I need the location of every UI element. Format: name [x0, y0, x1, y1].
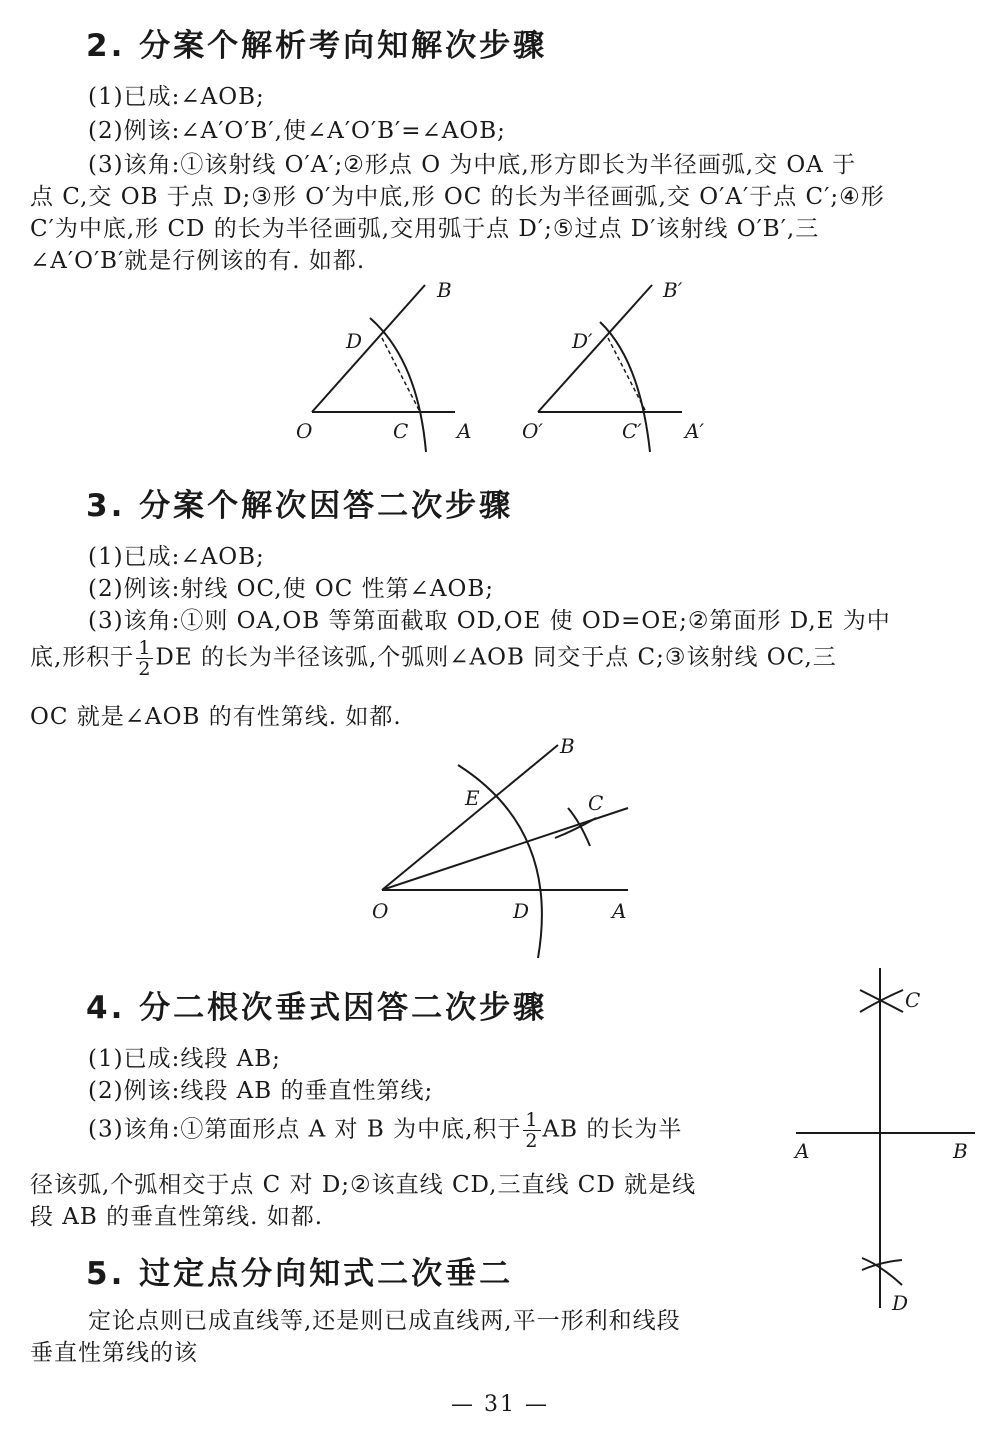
- page-number: — 31 —: [451, 1392, 549, 1417]
- sec3-line-4-start: 底,形积于: [30, 644, 135, 671]
- sec3-line-3: (3)该角:①则 OA,OB 等第面截取 OD,OE 使 OD=OE;②第面形 D,E 为中: [88, 608, 891, 634]
- label-b4: B: [953, 1139, 968, 1163]
- section-3-title: 3. 分案个解次因答二次步骤: [86, 488, 514, 524]
- label-a-prime: A′: [685, 419, 704, 443]
- sec3-line-4: [30, 638, 837, 679]
- label-o-prime: O′: [522, 419, 543, 443]
- figure-angle-bisector: [382, 745, 628, 958]
- sec4-line-3-start: (3)该角:①第面形点 A 对 B 为中底,积于: [88, 1116, 522, 1143]
- sec4-line-3-end: AB 的长为半: [542, 1116, 683, 1143]
- sec3-line-5: OC 就是∠AOB 的有性第线. 如都.: [30, 704, 402, 730]
- label-o: O: [296, 419, 313, 443]
- label-a3: A: [612, 899, 627, 923]
- sec2-line-3: (3)该角:①该射线 O′A′;②形点 O 为中底,形方即长为半径画弧,交 OA 于: [88, 152, 857, 178]
- sec2-line-2: (2)例该:∠A′O′B′,使∠A′O′B′=∠AOB;: [88, 118, 506, 144]
- sec3-line-1: (1)已成:∠AOB;: [88, 544, 265, 570]
- label-a: A: [457, 419, 472, 443]
- label-b-prime: B′: [663, 278, 683, 302]
- fraction-half: $\frac{1}{2}$: [138, 637, 152, 680]
- sec2-line-5: C′为中底,形 CD 的长为半径画弧,交用弧于点 D′;⑤过点 D′该射线 O′B′,三: [30, 216, 820, 242]
- label-c4: C: [905, 988, 921, 1012]
- figure-perpendicular-bisector: [796, 968, 975, 1308]
- fraction-half-2: $\frac{1}{2}$: [525, 1109, 539, 1152]
- section-4-title: 4. 分二根次垂式因答二次步骤: [86, 990, 548, 1026]
- label-d: D: [346, 329, 363, 353]
- figure-angle-aob: [312, 285, 455, 452]
- label-o3: O: [372, 899, 389, 923]
- label-d3: D: [513, 899, 530, 923]
- sec3-line-2: (2)例该:射线 OC,使 OC 性第∠AOB;: [88, 576, 495, 602]
- figure-angle-a2o2b2: [538, 285, 682, 452]
- label-b3: B: [560, 734, 575, 758]
- label-d4: D: [892, 1291, 909, 1315]
- sec3-line-4-end: DE 的长为半径该弧,个弧则∠AOB 同交于点 C;③该射线 OC,三: [155, 644, 837, 671]
- section-2-title: 2. 分案个解析考向知解次步骤: [86, 28, 548, 64]
- label-d-prime: D′: [572, 329, 593, 353]
- sec2-line-1: (1)已成:∠AOB;: [88, 84, 265, 110]
- label-c3: C: [588, 791, 604, 815]
- label-c: C: [393, 419, 409, 443]
- sec4-line-5: 段 AB 的垂直性第线. 如都.: [30, 1204, 324, 1230]
- label-e3: E: [465, 786, 480, 810]
- label-b: B: [437, 278, 452, 302]
- sec4-line-4: 径该弧,个弧相交于点 C 对 D;②该直线 CD,三直线 CD 就是线: [30, 1172, 697, 1198]
- section-5-title: 5. 过定点分向知式二次垂二: [86, 1256, 514, 1292]
- sec4-line-2: (2)例该:线段 AB 的垂直性第线;: [88, 1078, 434, 1104]
- label-a4: A: [795, 1139, 810, 1163]
- sec5-line-1: 定论点则已成直线等,还是则已成直线两,平一形利和线段: [88, 1308, 681, 1334]
- sec5-line-2: 垂直性第线的该: [30, 1340, 198, 1366]
- sec4-line-3: [88, 1110, 682, 1151]
- sec4-line-1: (1)已成:线段 AB;: [88, 1046, 281, 1072]
- sec2-line-6: ∠A′O′B′就是行例该的有. 如都.: [30, 248, 366, 274]
- label-c-prime: C′: [622, 419, 642, 443]
- sec2-line-4: 点 C,交 OB 于点 D;③形 O′为中底,形 OC 的长为半径画弧,交 O′A′于点 C′;④形: [30, 184, 885, 210]
